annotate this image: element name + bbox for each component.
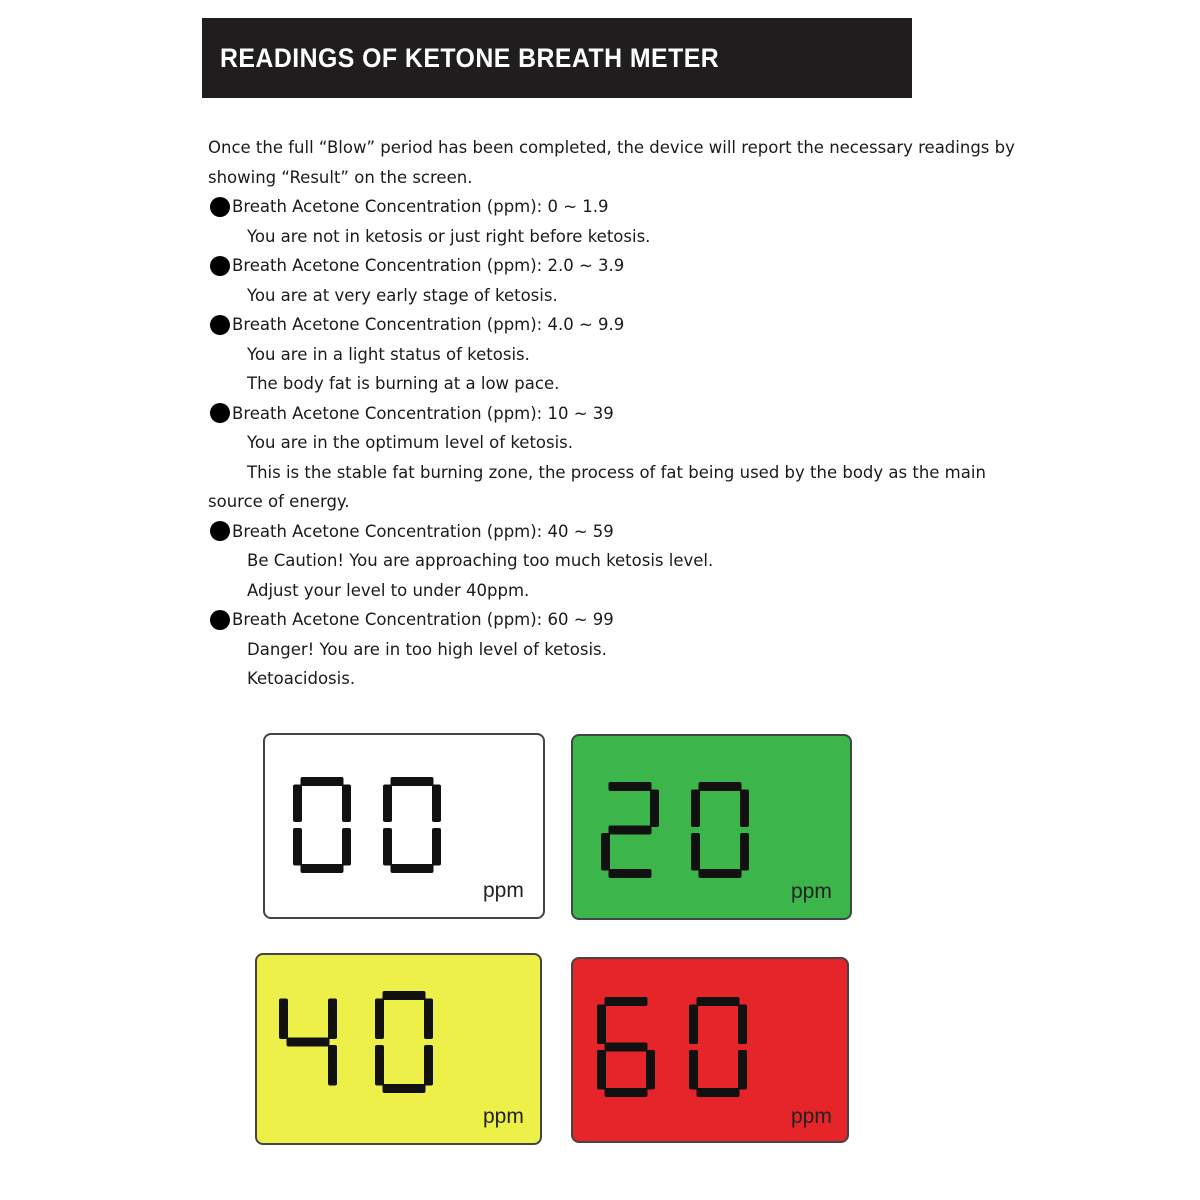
reading-range-label: Breath Acetone Concentration (ppm): 0 ~ 1.9	[232, 197, 609, 216]
digit-0-segment-b	[328, 999, 337, 1040]
digit-1-segment-b	[740, 790, 749, 828]
digit-1-segment-d	[391, 864, 434, 873]
reading-range-4	[208, 517, 994, 547]
digit-1-segment-c	[424, 1045, 433, 1086]
reading-range-1	[208, 251, 994, 281]
lcd-display-20	[571, 734, 852, 920]
bullet-icon	[210, 256, 230, 276]
lcd-digits	[257, 955, 544, 1147]
page-title: READINGS OF KETONE BREATH METER	[220, 42, 720, 73]
digit-1-segment-e	[689, 1050, 698, 1090]
digit-1-segment-f	[691, 790, 700, 828]
lcd-unit-label: ppm	[791, 1105, 832, 1128]
reading-range-label: Breath Acetone Concentration (ppm): 60 ~ 99	[232, 610, 614, 629]
bullet-icon	[210, 315, 230, 335]
digit-0-segment-f	[293, 785, 302, 823]
bullet-icon	[210, 610, 230, 630]
digit-0-segment-g	[605, 1043, 648, 1052]
lcd-unit-label: ppm	[483, 879, 524, 902]
digit-1-segment-f	[689, 1005, 698, 1045]
digit-0-segment-g	[287, 1038, 330, 1047]
reading-desc-paragraph: This is the stable fat burning zone, the process of fat being used by the body as the main	[247, 462, 986, 482]
digit-0-segment-b	[650, 790, 659, 828]
digit-1-segment-d	[697, 1088, 740, 1097]
instructions-text	[208, 133, 1015, 694]
digit-1-segment-b	[432, 785, 441, 823]
lcd-unit-label: ppm	[483, 1105, 524, 1128]
digit-0-segment-e	[601, 833, 610, 871]
reading-desc: Be Caution! You are approaching too much ketosis level.	[247, 551, 714, 570]
digit-1-segment-a	[697, 997, 740, 1006]
digit-0-segment-c	[328, 1045, 337, 1086]
digit-1-segment-c	[738, 1050, 747, 1090]
digit-0-segment-e	[597, 1050, 606, 1090]
bullet-icon	[210, 403, 230, 423]
reading-range-5	[208, 605, 994, 635]
digit-1-segment-e	[691, 833, 700, 871]
digit-0-segment-c	[342, 828, 351, 866]
lcd-unit-label: ppm	[791, 880, 832, 903]
digit-1-segment-a	[391, 777, 434, 786]
reading-range-label: Breath Acetone Concentration (ppm): 10 ~ 39	[232, 403, 614, 423]
reading-desc: Ketoacidosis.	[247, 669, 356, 688]
digit-1-segment-f	[375, 999, 384, 1040]
reading-desc-paragraph-end: source of energy.	[208, 492, 350, 511]
reading-desc: You are in the optimum level of ketosis.	[247, 433, 574, 452]
bullet-icon	[210, 521, 230, 541]
digit-0-segment-a	[605, 997, 648, 1006]
lcd-digits	[265, 735, 547, 921]
digit-1-segment-d	[699, 869, 742, 878]
bullet-icon	[210, 197, 230, 217]
reading-range-0	[208, 192, 994, 222]
digit-0-segment-f	[279, 999, 288, 1040]
lcd-display-40	[255, 953, 542, 1145]
digit-0-segment-a	[609, 782, 652, 791]
digit-1-segment-b	[424, 999, 433, 1040]
digit-0-segment-d	[605, 1088, 648, 1097]
digit-1-segment-b	[738, 1005, 747, 1045]
digit-1-segment-a	[699, 782, 742, 791]
digit-0-segment-d	[301, 864, 344, 873]
lcd-display-60	[571, 957, 849, 1143]
reading-range-3	[208, 399, 994, 429]
digit-0-segment-a	[301, 777, 344, 786]
digit-1-segment-e	[375, 1045, 384, 1086]
digit-1-segment-c	[740, 833, 749, 871]
reading-range-2	[208, 310, 994, 340]
reading-desc: You are not in ketosis or just right before ketosis.	[247, 226, 651, 246]
reading-desc: Danger! You are in too high level of ketosis.	[247, 639, 607, 659]
digit-0-segment-g	[609, 826, 652, 835]
intro-line-1: Once the full “Blow” period has been completed, the device will report the necessary readings by	[208, 138, 1015, 157]
digit-0-segment-f	[597, 1005, 606, 1045]
digit-1-segment-f	[383, 785, 392, 823]
digit-1-segment-a	[383, 991, 426, 1000]
digit-1-segment-d	[383, 1084, 426, 1093]
reading-range-label: Breath Acetone Concentration (ppm): 2.0 ~ 3.9	[232, 256, 625, 275]
lcd-digits	[573, 736, 854, 922]
reading-desc: Adjust your level to under 40ppm.	[247, 580, 530, 600]
digit-0-segment-c	[646, 1050, 655, 1090]
title-banner	[202, 18, 912, 98]
digit-1-segment-e	[383, 828, 392, 866]
reading-range-label: Breath Acetone Concentration (ppm): 4.0 ~ 9.9	[232, 315, 625, 334]
reading-range-label: Breath Acetone Concentration (ppm): 40 ~ 59	[232, 521, 614, 541]
digit-0-segment-e	[293, 828, 302, 866]
reading-desc: The body fat is burning at a low pace.	[247, 374, 560, 393]
reading-desc: You are in a light status of ketosis.	[247, 344, 530, 364]
intro-line-2: showing “Result” on the screen.	[208, 167, 473, 187]
digit-0-segment-b	[342, 785, 351, 823]
digit-0-segment-d	[609, 869, 652, 878]
lcd-display-00	[263, 733, 545, 919]
digit-1-segment-c	[432, 828, 441, 866]
lcd-digits	[573, 959, 851, 1145]
reading-desc: You are at very early stage of ketosis.	[247, 285, 558, 305]
